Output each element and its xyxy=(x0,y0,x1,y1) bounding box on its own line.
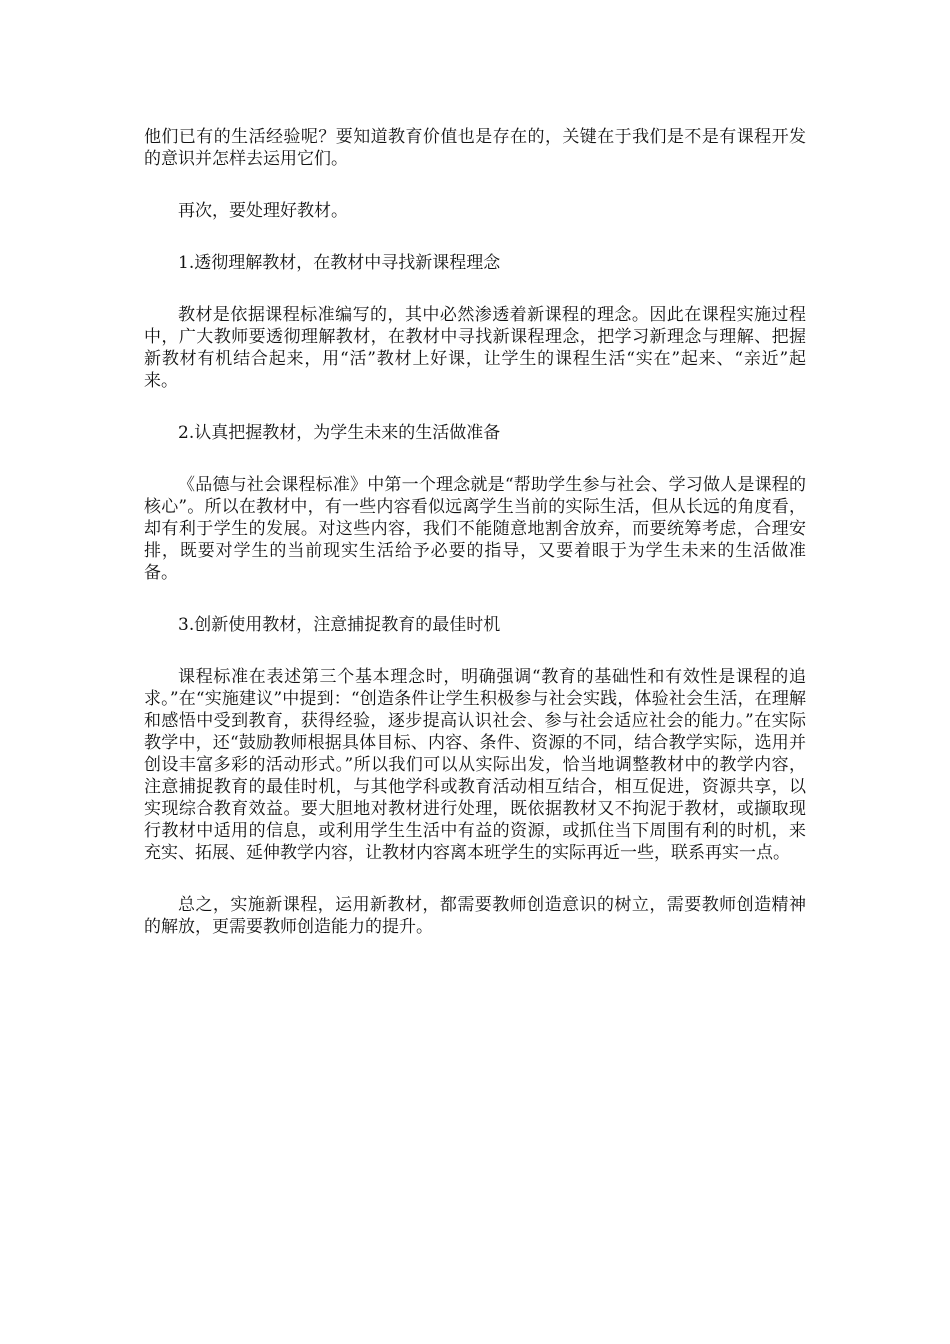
section-heading-2: 2.认真把握教材，为学生未来的生活做准备 xyxy=(178,423,501,443)
paragraph-continuation: 他们已有的生活经验呢？要知道教育价值也是存在的，关键在于我们是不是有课程开发的意识并怎样去运用它们。 xyxy=(144,127,806,169)
section-heading-3: 3.创新使用教材，注意捕捉教育的最佳时机 xyxy=(178,615,501,635)
paragraph-section-2: 《品德与社会课程标准》中第一个理念就是“帮助学生参与社会、学习做人是课程的核心”。所以在教材中，有一些内容看似远离学生当前的实际生活，但从长远的角度看，却有利于学生的发展。对这些内容，我们不能随意地割舍放弃，而要统筹考虑，合理安排，既要对学生的当前现实生活给予必要的指导，又要着眼于为学生未来的生活做准备。 xyxy=(144,475,806,583)
paragraph-conclusion: 总之，实施新课程，运用新教材，都需要教师创造意识的树立，需要教师创造精神的解放，更需要教师创造能力的提升。 xyxy=(144,895,806,937)
section-heading-1: 1.透彻理解教材，在教材中寻找新课程理念 xyxy=(178,253,501,273)
paragraph-intro: 再次，要处理好教材。 xyxy=(178,201,348,221)
document-page xyxy=(144,126,806,938)
paragraph-section-1: 教材是依据课程标准编写的，其中必然渗透着新课程的理念。因此在课程实施过程中，广大教师要透彻理解教材，在教材中寻找新课程理念，把学习新理念与理解、把握新教材有机结合起来，用“活”教材上好课，让学生的课程生活“实在”起来、“亲近”起来。 xyxy=(144,305,806,391)
paragraph-section-3: 课程标准在表述第三个基本理念时，明确强调“教育的基础性和有效性是课程的追求。”在“实施建议”中提到：“创造条件让学生积极参与社会实践，体验社会生活，在理解和感悟中受到教育，获得经验，逐步提高认识社会、参与社会适应社会的能力。”在实际教学中，还“鼓励教师根据具体目标、内容、条件、资源的不同，结合教学实际，选用并创设丰富多彩的活动形式。”所以我们可以从实际出发，恰当地调整教材中的教学内容，注意捕捉教育的最佳时机，与其他学科或教育活动相互结合，相互促进，资源共享，以实现综合教育效益。要大胆地对教材进行处理，既依据教材又不拘泥于教材，或撷取现行教材中适用的信息，或利用学生生活中有益的资源，或抓住当下周围有利的时机，来充实、拓展、延伸教学内容，让教材内容离本班学生的实际再近一些，联系再实一点。 xyxy=(144,667,806,863)
